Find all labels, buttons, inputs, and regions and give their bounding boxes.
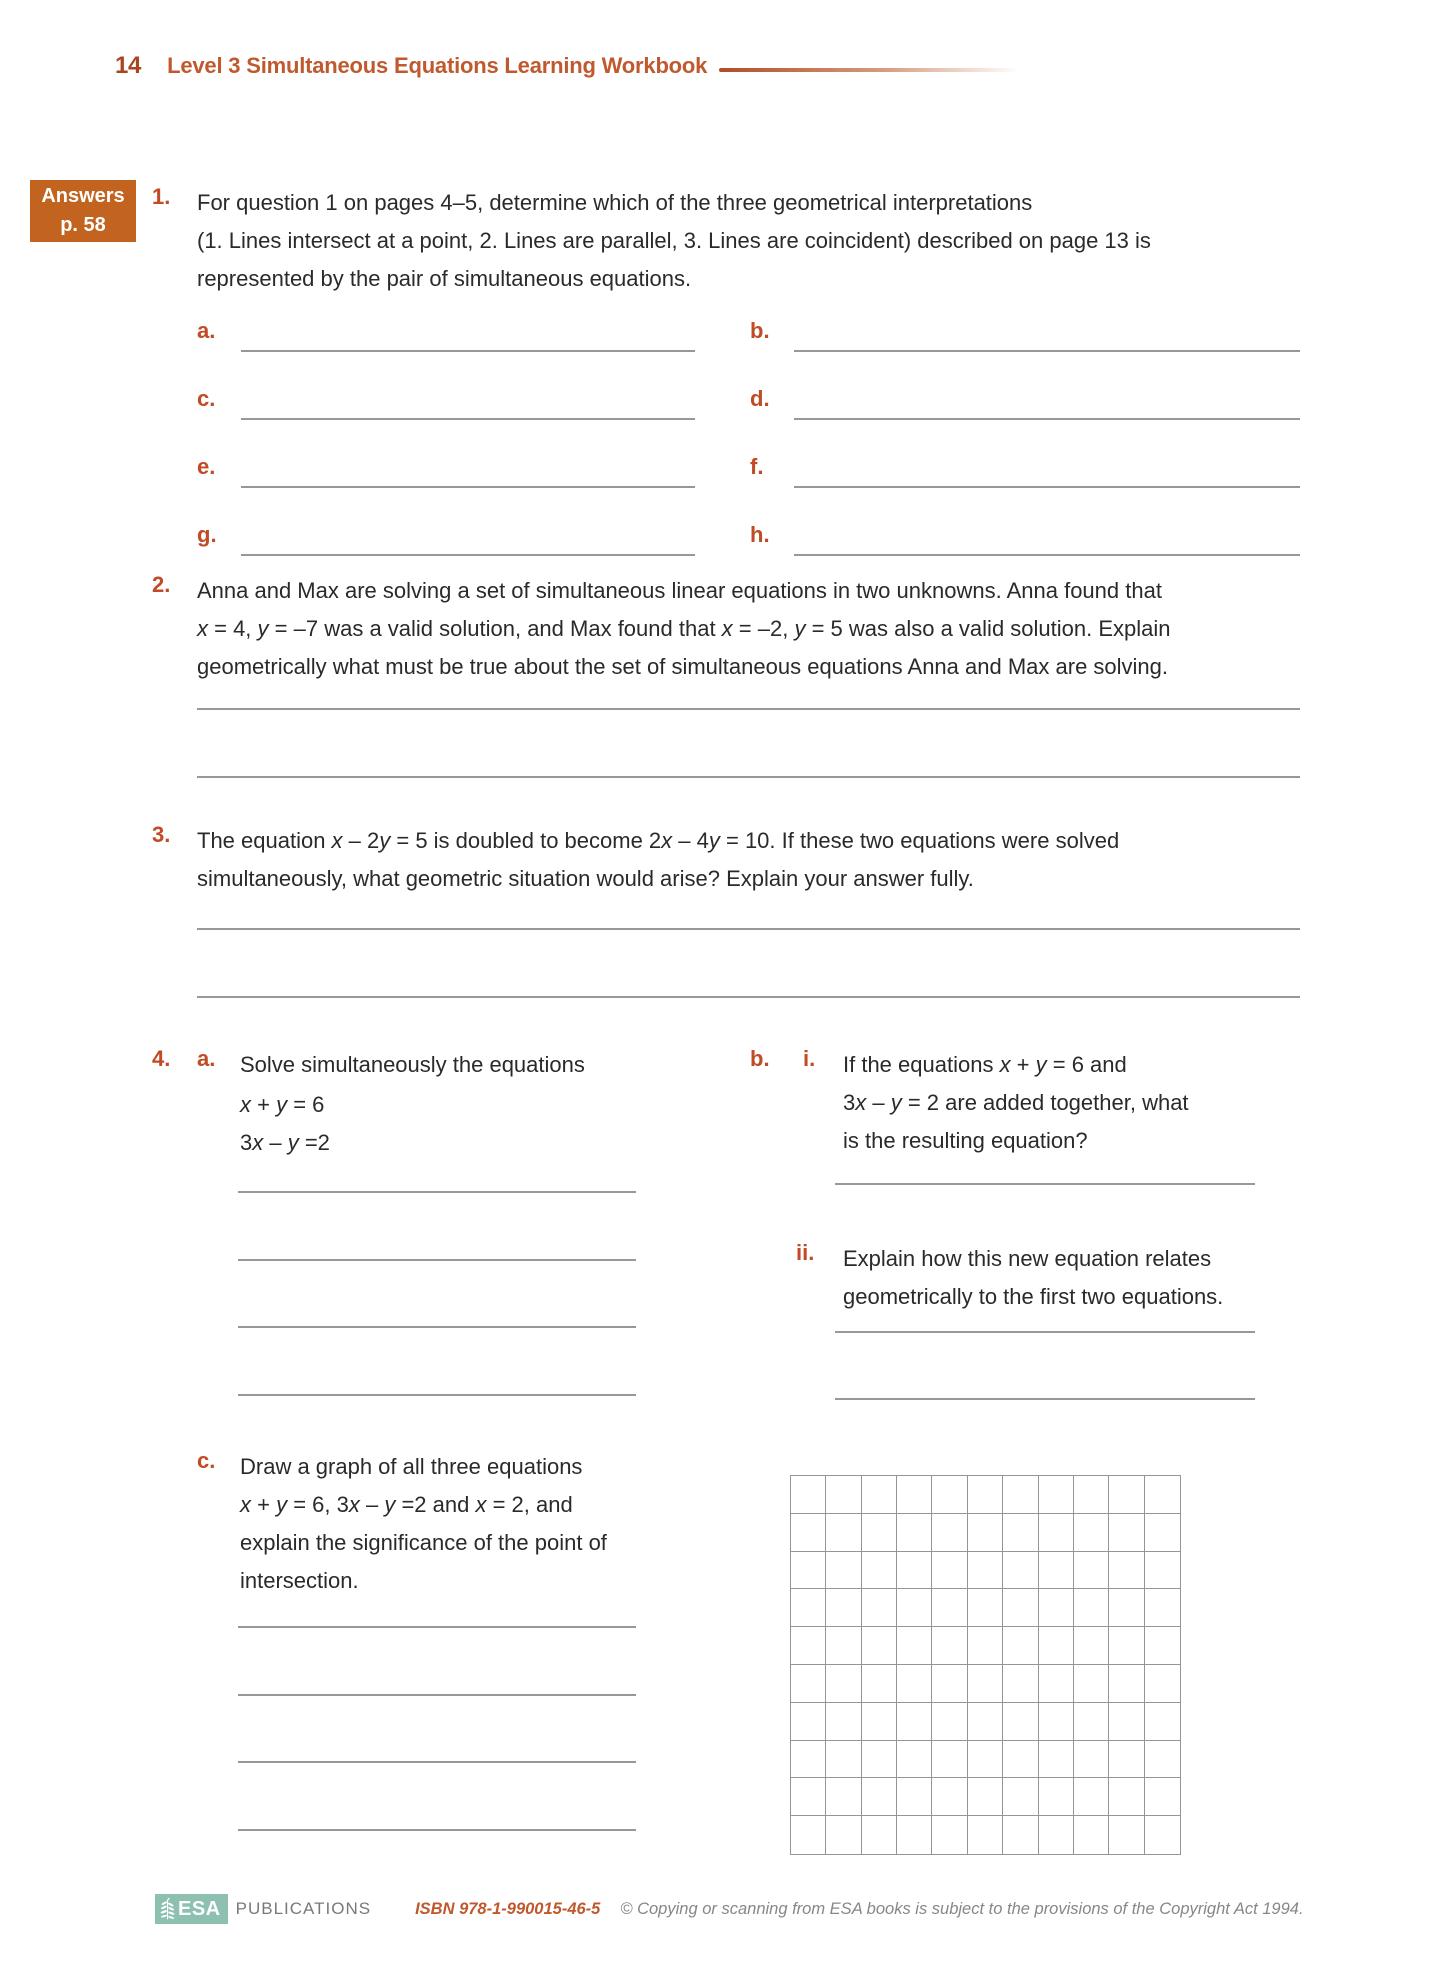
grid-cell (1039, 1665, 1074, 1703)
text-line: x = 4, y = –7 was a valid solution, and Max found that x = –2, y = 5 was also a valid solution. Explain (197, 616, 1171, 641)
page-title: Level 3 Simultaneous Equations Learning Workbook (167, 53, 708, 78)
grid-cell (791, 1589, 826, 1627)
grid-cell (968, 1589, 1003, 1627)
publisher-name: PUBLICATIONS (235, 1899, 372, 1918)
esa-logo (155, 1894, 228, 1924)
grid-cell (1145, 1741, 1180, 1779)
grid-cell (968, 1816, 1003, 1854)
text-line: intersection. (240, 1568, 359, 1593)
grid-cell (791, 1552, 826, 1590)
grid-cell (932, 1703, 967, 1741)
grid-cell (826, 1514, 861, 1552)
grid-cell (862, 1627, 897, 1665)
question-4c-text (240, 1448, 607, 1600)
answer-line (238, 1326, 636, 1328)
answer-line (238, 1761, 636, 1763)
grid-cell (826, 1476, 861, 1514)
question-4a-equations (240, 1086, 330, 1162)
text-line: represented by the pair of simultaneous equations. (197, 266, 692, 291)
esa-logo-text: ESA (178, 1897, 221, 1920)
answer-line (241, 350, 695, 352)
answers-badge-line1: Answers (41, 185, 125, 207)
isbn-text: ISBN 978-1-990015-46-5 (415, 1899, 601, 1918)
grid-cell (932, 1476, 967, 1514)
text-line: Draw a graph of all three equations (240, 1454, 583, 1479)
text-line: geometrically to the first two equations. (843, 1284, 1224, 1309)
grid-cell (1003, 1514, 1038, 1552)
page-header (115, 52, 1019, 80)
grid-cell (1145, 1589, 1180, 1627)
grid-cell (1074, 1741, 1109, 1779)
fern-icon (159, 1897, 176, 1921)
answer-line (238, 1626, 636, 1628)
grid-cell (826, 1552, 861, 1590)
question-2-text (197, 572, 1171, 686)
grid-cell (968, 1665, 1003, 1703)
answer-line (794, 554, 1300, 556)
grid-cell (1039, 1703, 1074, 1741)
grid-cell (897, 1627, 932, 1665)
grid-cell (1003, 1665, 1038, 1703)
grid-cell (1003, 1741, 1038, 1779)
part-label: c. (197, 386, 216, 411)
answer-line (238, 1259, 636, 1261)
text-line: simultaneously, what geometric situation would arise? Explain your answer fully. (197, 866, 974, 891)
page-footer (155, 1894, 1304, 1924)
text-line: 3x – y = 2 are added together, what (843, 1090, 1189, 1115)
grid-cell (932, 1589, 967, 1627)
grid-cell (1003, 1816, 1038, 1854)
part-label: g. (197, 522, 217, 547)
answer-line (241, 554, 695, 556)
question-4-number: 4. (152, 1046, 171, 1071)
question-1-part-f (750, 454, 1300, 488)
answer-line (238, 1829, 636, 1831)
text-line: For question 1 on pages 4–5, determine which of the three geometrical interpretations (197, 190, 1033, 215)
grid-cell (862, 1476, 897, 1514)
grid-cell (826, 1703, 861, 1741)
question-1-part-d (750, 386, 1300, 420)
grid-cell (897, 1816, 932, 1854)
graph-grid (790, 1475, 1181, 1855)
grid-cell (1039, 1589, 1074, 1627)
grid-cell (932, 1816, 967, 1854)
question-1-text (197, 184, 1151, 298)
question-1-part-g (197, 522, 750, 556)
part-label: a. (197, 318, 216, 343)
answer-line (238, 1694, 636, 1696)
question-2-number: 2. (152, 572, 171, 597)
text-line: Explain how this new equation relates (843, 1246, 1212, 1271)
grid-cell (862, 1665, 897, 1703)
question-4b-ii-text (843, 1240, 1223, 1316)
grid-cell (1145, 1514, 1180, 1552)
grid-cell (1039, 1476, 1074, 1514)
answer-line (238, 1394, 636, 1396)
grid-cell (862, 1778, 897, 1816)
question-4b-ii-label: ii. (796, 1240, 815, 1265)
text-line: explain the significance of the point of (240, 1530, 607, 1555)
grid-cell (1074, 1589, 1109, 1627)
answer-line (835, 1183, 1255, 1185)
grid-cell (968, 1514, 1003, 1552)
grid-cell (862, 1552, 897, 1590)
grid-cell (968, 1476, 1003, 1514)
page-number: 14 (115, 52, 142, 79)
part-label: d. (750, 386, 770, 411)
grid-cell (932, 1778, 967, 1816)
grid-cell (1003, 1589, 1038, 1627)
grid-cell (1074, 1514, 1109, 1552)
grid-cell (897, 1703, 932, 1741)
grid-cell (1109, 1665, 1144, 1703)
grid-cell (1039, 1552, 1074, 1590)
answer-line (241, 418, 695, 420)
grid-cell (968, 1552, 1003, 1590)
grid-cell (1039, 1778, 1074, 1816)
grid-cell (1145, 1703, 1180, 1741)
grid-cell (826, 1665, 861, 1703)
grid-cell (791, 1703, 826, 1741)
grid-cell (826, 1589, 861, 1627)
grid-cell (826, 1627, 861, 1665)
answer-line (238, 1191, 636, 1193)
header-rule (719, 68, 1019, 72)
grid-cell (1039, 1514, 1074, 1552)
grid-cell (1109, 1778, 1144, 1816)
text-line: geometrically what must be true about the set of simultaneous equations Anna and Max are solving. (197, 654, 1169, 679)
grid-cell (1039, 1627, 1074, 1665)
answers-badge-line2: p. 58 (60, 214, 106, 236)
text-line: 3x – y =2 (240, 1130, 330, 1155)
grid-cell (1039, 1816, 1074, 1854)
grid-cell (968, 1741, 1003, 1779)
grid-cell (932, 1665, 967, 1703)
question-1-part-e (197, 454, 750, 488)
grid-cell (1074, 1476, 1109, 1514)
question-4b-i-text (843, 1046, 1189, 1160)
grid-cell (862, 1816, 897, 1854)
answer-line (835, 1331, 1255, 1333)
grid-cell (1109, 1589, 1144, 1627)
grid-cell (1074, 1552, 1109, 1590)
question-1-parts (197, 318, 1300, 590)
grid-cell (968, 1703, 1003, 1741)
text-line: is the resulting equation? (843, 1128, 1088, 1153)
grid-cell (862, 1741, 897, 1779)
question-1-number: 1. (152, 184, 171, 209)
answer-line (197, 996, 1300, 998)
text-line: Anna and Max are solving a set of simultaneous linear equations in two unknowns. Anna found that (197, 578, 1162, 603)
grid-cell (791, 1476, 826, 1514)
answer-line (197, 708, 1300, 710)
grid-cell (1003, 1476, 1038, 1514)
grid-cell (1145, 1778, 1180, 1816)
grid-cell (1074, 1816, 1109, 1854)
question-3-number: 3. (152, 822, 171, 847)
grid-cell (1003, 1552, 1038, 1590)
grid-cell (791, 1741, 826, 1779)
grid-cell (791, 1665, 826, 1703)
question-4a-text: Solve simultaneously the equations (240, 1052, 585, 1077)
question-3-text (197, 822, 1119, 898)
grid-cell (1109, 1627, 1144, 1665)
grid-cell (1109, 1552, 1144, 1590)
text-line: (1. Lines intersect at a point, 2. Lines are parallel, 3. Lines are coincident) described on page 13 is (197, 228, 1151, 253)
grid-cell (791, 1627, 826, 1665)
answer-line (241, 486, 695, 488)
grid-cell (932, 1514, 967, 1552)
text-line: x + y = 6 (240, 1092, 325, 1117)
question-4a-label: a. (197, 1046, 216, 1071)
question-1-part-b (750, 318, 1300, 352)
question-1-part-h (750, 522, 1300, 556)
part-label: f. (750, 454, 764, 479)
question-1-part-c (197, 386, 750, 420)
grid-cell (1039, 1741, 1074, 1779)
grid-cell (1145, 1552, 1180, 1590)
grid-cell (932, 1552, 967, 1590)
part-label: e. (197, 454, 216, 479)
grid-cell (1109, 1703, 1144, 1741)
text-line: If the equations x + y = 6 and (843, 1052, 1127, 1077)
grid-cell (791, 1816, 826, 1854)
grid-cell (826, 1816, 861, 1854)
grid-cell (1145, 1476, 1180, 1514)
copyright-text: © Copying or scanning from ESA books is subject to the provisions of the Copyright Act 1994. (620, 1899, 1304, 1918)
grid-cell (1074, 1778, 1109, 1816)
grid-cell (826, 1778, 861, 1816)
grid-cell (897, 1778, 932, 1816)
grid-cell (1074, 1703, 1109, 1741)
grid-cell (897, 1741, 932, 1779)
question-4c-label: c. (197, 1448, 216, 1473)
grid-cell (897, 1589, 932, 1627)
grid-cell (862, 1703, 897, 1741)
answer-line (794, 418, 1300, 420)
part-label: h. (750, 522, 770, 547)
grid-cell (1109, 1514, 1144, 1552)
grid-cell (791, 1778, 826, 1816)
grid-cell (1074, 1627, 1109, 1665)
answer-line (197, 776, 1300, 778)
grid-cell (1074, 1665, 1109, 1703)
grid-cell (1145, 1816, 1180, 1854)
question-1-part-a (197, 318, 750, 352)
text-line: The equation x – 2y = 5 is doubled to become 2x – 4y = 10. If these two equations were solved (197, 828, 1120, 853)
grid-cell (897, 1514, 932, 1552)
answer-line (794, 350, 1300, 352)
grid-cell (897, 1665, 932, 1703)
grid-cell (1109, 1816, 1144, 1854)
grid-cell (897, 1476, 932, 1514)
grid-cell (968, 1627, 1003, 1665)
grid-cell (1145, 1627, 1180, 1665)
grid-cell (1109, 1741, 1144, 1779)
part-label: b. (750, 318, 770, 343)
grid-cell (932, 1741, 967, 1779)
grid-cell (968, 1778, 1003, 1816)
question-4b-label: b. (750, 1046, 770, 1071)
grid-cell (897, 1552, 932, 1590)
grid-cell (1109, 1476, 1144, 1514)
question-4b-i-label: i. (803, 1046, 816, 1071)
grid-cell (862, 1589, 897, 1627)
answer-line (835, 1398, 1255, 1400)
answers-badge (30, 180, 136, 242)
grid-cell (1003, 1778, 1038, 1816)
answer-line (197, 928, 1300, 930)
grid-cell (1003, 1627, 1038, 1665)
answer-line (794, 486, 1300, 488)
grid-cell (932, 1627, 967, 1665)
grid-cell (862, 1514, 897, 1552)
grid-cell (1145, 1665, 1180, 1703)
grid-cell (791, 1514, 826, 1552)
text-line: x + y = 6, 3x – y =2 and x = 2, and (240, 1492, 573, 1517)
grid-cell (1003, 1703, 1038, 1741)
grid-cell (826, 1741, 861, 1779)
